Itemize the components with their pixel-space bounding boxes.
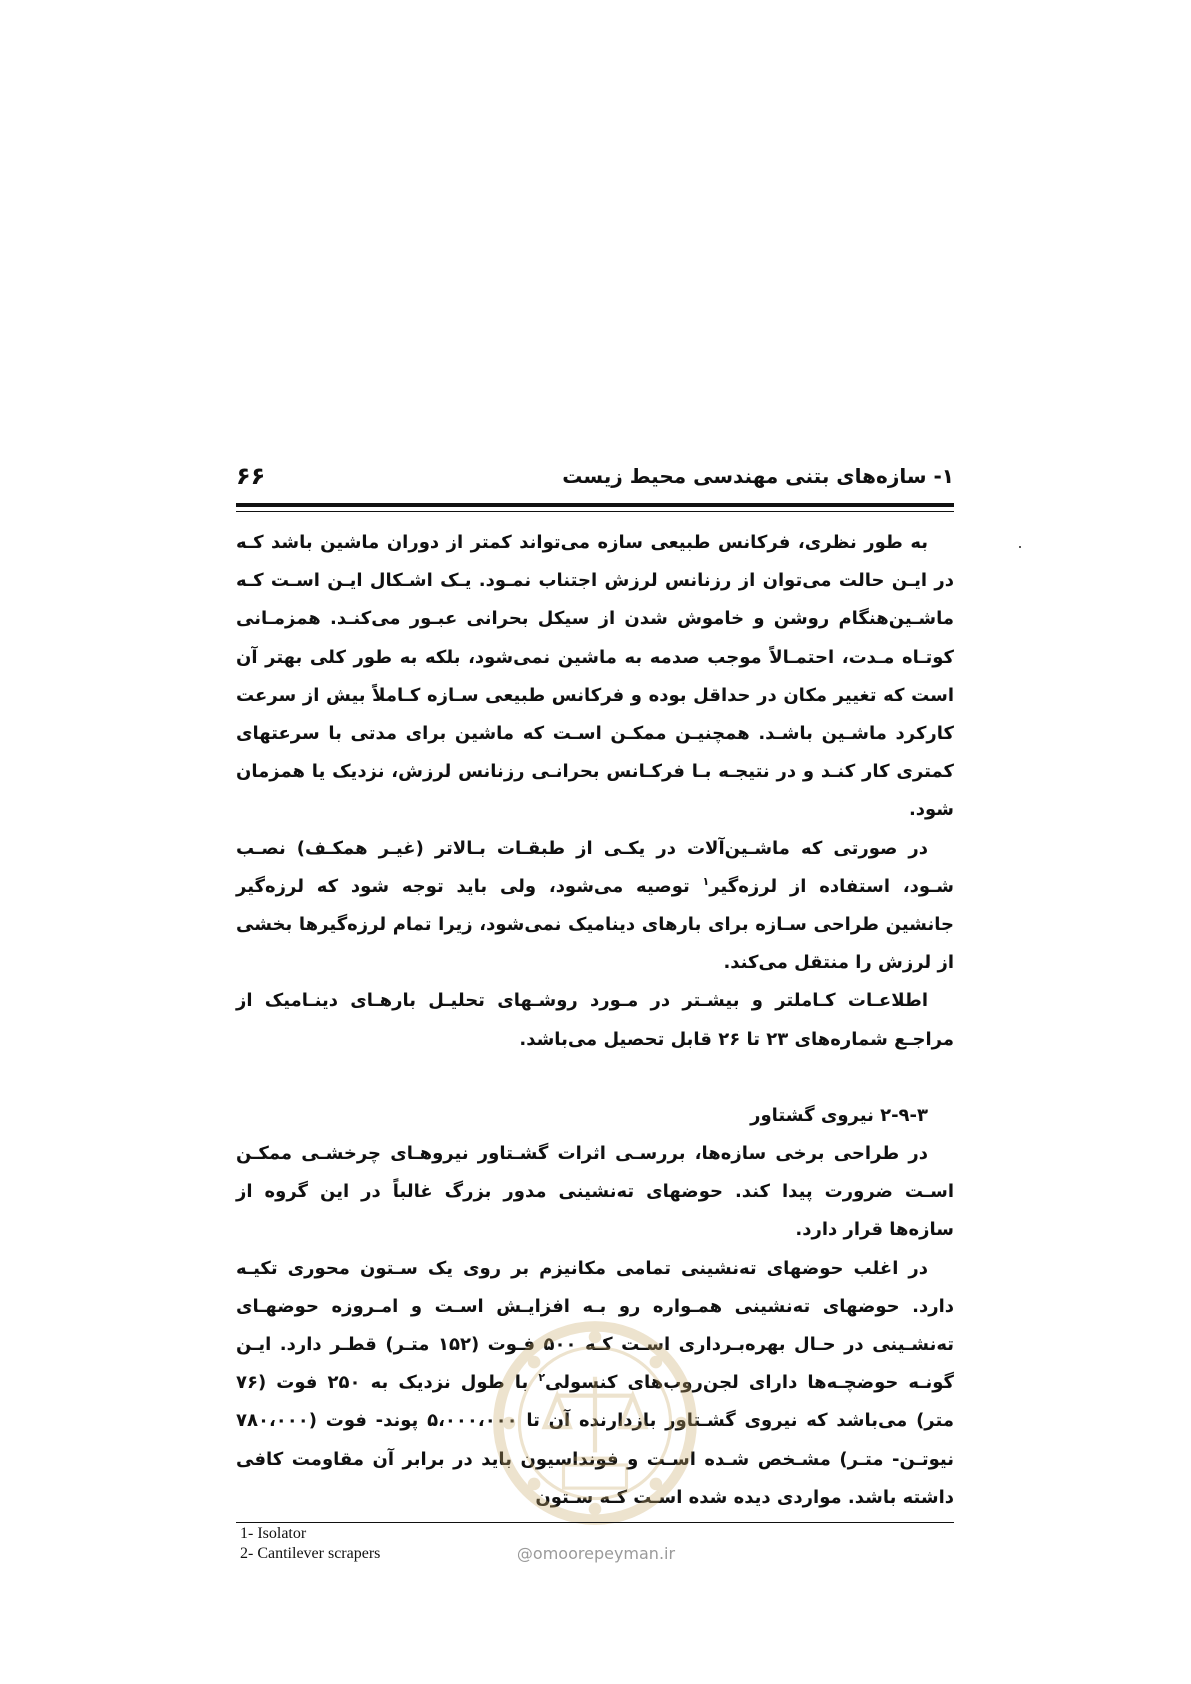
header-rule-thick bbox=[236, 503, 954, 507]
header-rule-thin bbox=[236, 511, 954, 512]
footnote-rule bbox=[236, 1522, 954, 1523]
page-number: ۶۶ bbox=[236, 462, 266, 490]
paragraph: در اغلب حوضهای ته‌نشینی تمامی مکانیزم بر روی یک سـتون محوری تکیـه دارد. حوضهای ته‌نشینی همـواره رو بـه افزایـش اسـت و امـروزه حوضهـای ته‌نشـینی در حـال بهره‌بـرداری اسـت کـه ۵۰۰ فـوت (۱۵۲ متـر) قطـر دارد. ایـن گونـه حوضچـه‌ها دارای لجن‌روب‌های کنسولی$^۲$ با طول نزدیک به ۲۵۰ فوت (۷۶ متر) می‌باشد که نیروی گشـتاور بازدارنده آن تا ۵،۰۰۰،۰۰۰ پوند- فوت (۷۸۰،۰۰۰ نیوتـن- متـر) مشـخص شـده اسـت و فونداسیون باید در برابر آن مقاومت کافی داشته باشد. مواردی دیده شده اسـت کـه سـتون bbox=[236, 1257, 955, 1508]
footnote: 2- Cantilever scrapers bbox=[240, 1545, 381, 1562]
section-title: ۲-۹-۳ نیروی گشتاور bbox=[750, 1104, 928, 1126]
margin-dot bbox=[1019, 546, 1021, 548]
running-title: ۱- سازه‌های بتنی مهندسی محیط زیست bbox=[562, 464, 954, 488]
footnote-ref: ۱ bbox=[702, 874, 710, 888]
watermark-url: @omoorepeyman.ir bbox=[516, 1544, 676, 1563]
footnote: 1- Isolator bbox=[240, 1525, 307, 1542]
page-header bbox=[236, 458, 954, 498]
paragraph: در صورتی که ماشـین‌آلات در یکـی از طبقـات بـالاتر (غیـر همکـف) نصـب شـود، استفاده از لرزه‌گیر$^۱$ توصیه می‌شود، ولی باید توجه شود که لرزه‌گیر جانشین طراحی سـازه برای بارهای دینامیک نمی‌شود، زیرا تمام لرزه‌گیرها بخشی از لرزش را منتقل می‌کند. bbox=[236, 837, 954, 974]
footnote-ref: ۲ bbox=[538, 1371, 546, 1385]
paragraph: به طور نظری، فرکانس طبیعی سازه می‌تواند کمتر از دوران ماشین باشد کـه در ایـن حالت می‌توان از رزنانس لرزش اجتناب نمـود. یـک اشـکال ایـن اسـت کـه ماشـین‌هنگام روشن و خاموش شدن از سیکل بحرانی عبـور می‌کنـد. همزمـانی کوتـاه مـدت، احتمـالاً موجب صدمه به ماشین نمی‌شود، بلکه به طور کلی بهتر آن است که تغییر مکان در حداقل بوده و فرکانس طبیعی سـازه کـاملاً بیش از سرعت کارکرد ماشـین باشـد. همچنیـن ممکـن اسـت که ماشین برای مدتی با سرعتهای کمتری کار کنـد و در نتیجـه بـا فرکـانس بحرانـی رزنانس لرزش، نزدیک یا همزمان شود. bbox=[236, 532, 954, 821]
paragraph: اطلاعـات کـاملتر و بیشـتر در مـورد روشـهای تحلیـل بارهـای دینـامیک از مراجـع شماره‌های ۲۳ تا ۲۶ قابل تحصیل می‌باشد. bbox=[236, 990, 954, 1050]
watermark-seal-logo bbox=[490, 1318, 700, 1528]
paragraph: در طراحی برخی سازه‌ها، بررسـی اثرات گشـتاور نیروهـای چرخشـی ممکـن اسـت ضرورت پیدا کند. حوضهای ته‌نشینی مدور بزرگ غالباً در این گروه از سازه‌ها قرار دارد. bbox=[236, 1143, 954, 1241]
